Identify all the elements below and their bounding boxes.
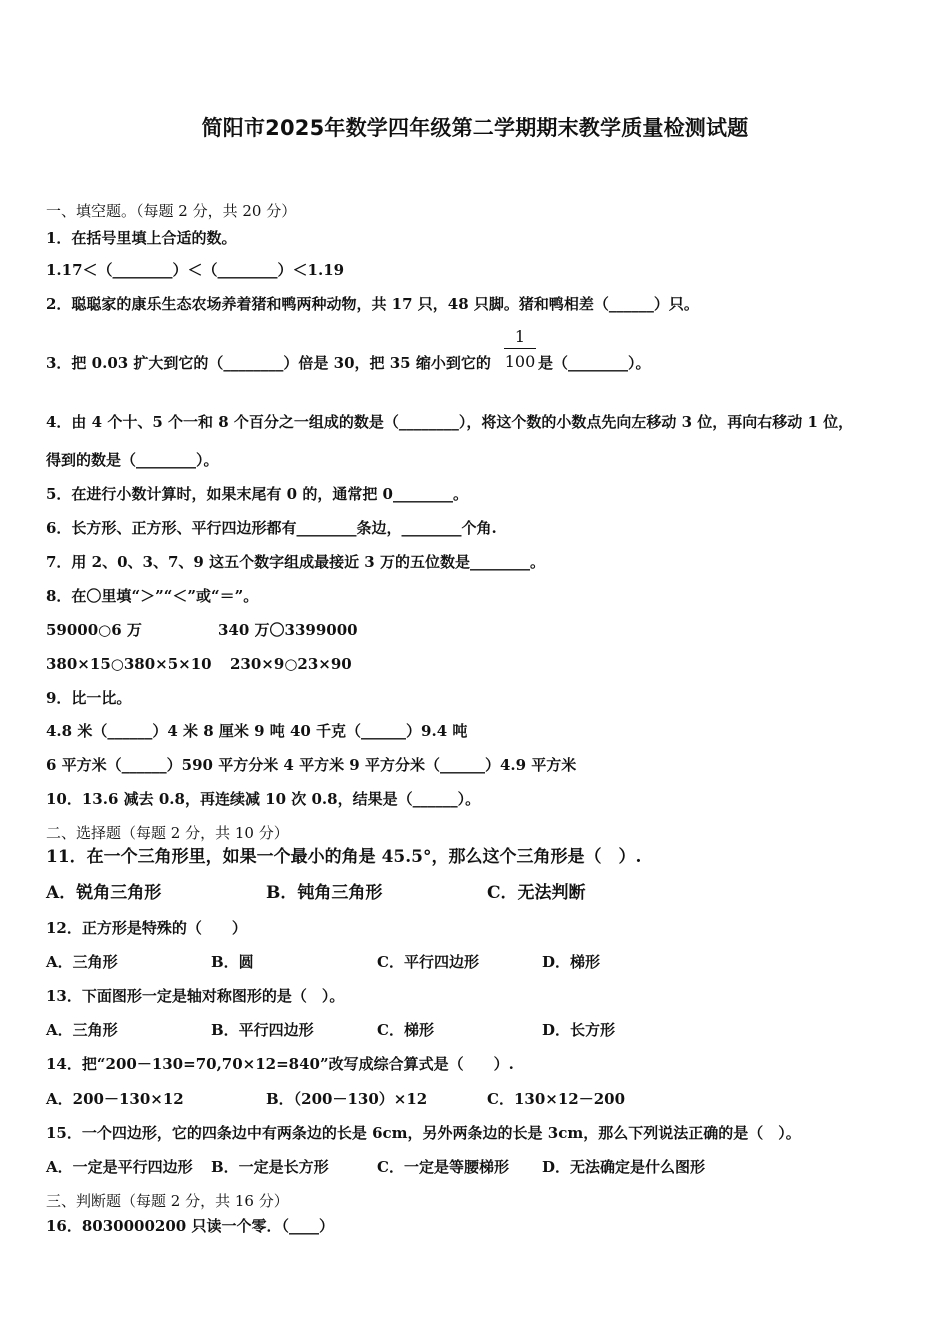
question-15-stem: 15．一个四边形，它的四条边中有两条边的长是 6cm，另外两条边的长是 3cm，那么下列说法正确的是（ ）。 [46,1124,801,1142]
question-11-stem: 11．在一个三角形里，如果一个最小的角是 45.5°，那么这个三角形是（ ）. [46,847,642,867]
fraction-bar [504,348,536,349]
option-b[interactable]: B．一定是长方形 [211,1158,329,1176]
question-12-stem: 12．正方形是特殊的（ ） [46,919,247,937]
question-8-item-c: 380×15○380×5×10 [46,655,212,673]
question-3-before: 3．把 0.03 扩大到它的（________）倍是 30，把 35 缩小到它的 [46,354,491,372]
option-c[interactable]: C．130×12－200 [487,1090,626,1108]
question-8-item-d: 230×9○23×90 [230,655,352,673]
question-11-options [46,883,906,905]
question-4-line-2: 得到的数是（________）。 [46,451,219,469]
option-c[interactable]: C．无法判断 [487,883,586,903]
option-c[interactable]: C．一定是等腰梯形 [377,1158,509,1176]
option-c[interactable]: C．平行四边形 [377,953,479,971]
fraction-numerator: 1 [514,327,526,346]
question-1-line: 1.17＜（________）＜（________）＜1.19 [46,261,345,279]
question-13-options [46,1020,906,1040]
option-a[interactable]: A．三角形 [46,1021,118,1039]
option-d[interactable]: D．无法确定是什么图形 [542,1158,706,1176]
option-c[interactable]: C．梯形 [377,1021,434,1039]
option-b[interactable]: B．圆 [211,953,254,971]
fraction-denominator: 100 [504,352,536,371]
question-8-stem: 8．在〇里填“＞”“＜”或“＝”。 [46,587,259,605]
option-a[interactable]: A．一定是平行四边形 [46,1158,193,1176]
option-d[interactable]: D．长方形 [542,1021,616,1039]
option-a[interactable]: A．三角形 [46,953,118,971]
question-15-options [46,1157,906,1177]
question-9-line-1: 4.8 米（______）4 米 8 厘米 9 吨 40 千克（______）9.4 吨 [46,722,468,740]
question-1-stem: 1．在括号里填上合适的数。 [46,229,237,247]
question-13-stem: 13．下面图形一定是轴对称图形的是（ ）。 [46,987,345,1005]
question-14-options [46,1089,906,1109]
page-title: 简阳市2025年数学四年级第二学期期末教学质量检测试题 [201,116,749,140]
option-d[interactable]: D．梯形 [542,953,601,971]
question-6: 6．长方形、正方形、平行四边形都有________条边，________个角. [46,519,497,537]
question-9-stem: 9．比一比。 [46,689,132,707]
question-14-stem: 14．把“200－130=70,70×12=840”改写成综合算式是（ ）. [46,1055,514,1073]
question-3-after: 是（________）。 [538,354,651,372]
section-heading-fill-in: 一、填空题。（每题 2 分，共 20 分） [46,202,297,220]
question-5: 5．在进行小数计算时，如果末尾有 0 的，通常把 0________。 [46,485,468,503]
fraction-one-hundredth [504,327,536,371]
option-b[interactable]: B．（200－130）×12 [266,1090,428,1108]
option-a[interactable]: A．锐角三角形 [46,883,162,903]
question-9-line-2: 6 平方米（______）590 平方分米 4 平方米 9 平方分米（______）4.9 平方米 [46,756,577,774]
question-8-item-a: 59000○6 万 [46,621,142,639]
option-a[interactable]: A．200－130×12 [46,1090,184,1108]
question-8-item-b: 340 万〇3399000 [218,621,358,639]
section-heading-true-false: 三、判断题（每题 2 分，共 16 分） [46,1192,289,1210]
question-7: 7．用 2、0、3、7、9 这五个数字组成最接近 3 万的五位数是________。 [46,553,545,571]
question-16: 16．8030000200 只读一个零．（____） [46,1217,334,1235]
question-4-line-1: 4．由 4 个十、5 个一和 8 个百分之一组成的数是（________），将这个数的小数点先向左移动 3 位，再向右移动 1 位， [46,413,854,431]
option-b[interactable]: B．钝角三角形 [266,883,383,903]
question-2: 2．聪聪家的康乐生态农场养着猪和鸭两种动物，共 17 只，48 只脚。猪和鸭相差（______）只。 [46,295,699,313]
question-10: 10．13.6 减去 0.8，再连续减 10 次 0.8，结果是（______）。 [46,790,481,808]
section-heading-choice: 二、选择题（每题 2 分，共 10 分） [46,824,289,842]
option-b[interactable]: B．平行四边形 [211,1021,314,1039]
question-12-options [46,952,906,972]
